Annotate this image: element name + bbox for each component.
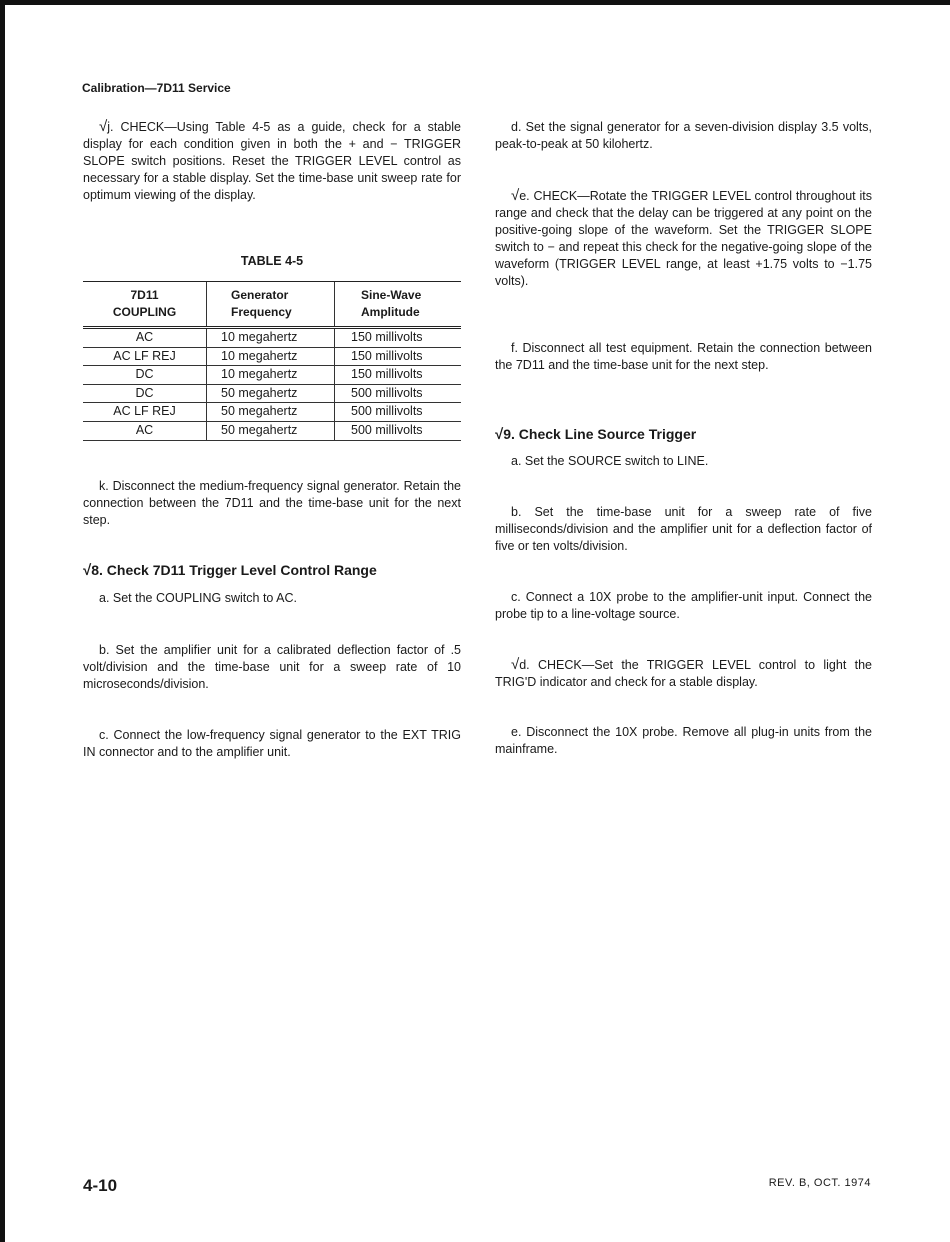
section-8-heading bbox=[83, 561, 461, 580]
section-8-title: 8. Check 7D11 Trigger Level Control Range bbox=[91, 562, 377, 578]
step-k bbox=[83, 478, 461, 529]
step-9b bbox=[495, 504, 872, 555]
table-4-5 bbox=[83, 281, 461, 441]
step-8d-text: d. Set the signal generator for a seven-division display 3.5 volts, peak-to-peak at 50 kilohertz. bbox=[495, 120, 872, 151]
step-9e-text: e. Disconnect the 10X probe. Remove all plug-in units from the mainframe. bbox=[495, 725, 872, 756]
table-cell-coupling: DC bbox=[83, 366, 207, 385]
page-left-border bbox=[0, 0, 5, 1242]
table-cell-amplitude: 500 millivolts bbox=[335, 421, 462, 440]
step-8f-text: f. Disconnect all test equipment. Retain the connection between the 7D11 and the time-base unit for the next step. bbox=[495, 341, 872, 372]
table-title: TABLE 4-5 bbox=[240, 254, 304, 268]
step-9d bbox=[495, 656, 872, 691]
page-number: 4-10 bbox=[83, 1176, 118, 1195]
table-cell-coupling: AC bbox=[83, 328, 207, 348]
check-mark-icon: √ bbox=[511, 187, 520, 204]
table-cell-frequency: 50 megahertz bbox=[207, 403, 335, 422]
table-cell-amplitude: 150 millivolts bbox=[335, 366, 462, 385]
table-row bbox=[83, 403, 461, 422]
table-row bbox=[83, 384, 461, 403]
step-9a bbox=[495, 453, 872, 470]
step-9b-text: b. Set the time-base unit for a sweep rate of five milliseconds/division and the amplifier unit for a deflection factor of five or ten volts/division. bbox=[495, 505, 872, 553]
step-j-text: CHECK—Using Table 4-5 as a guide, check for a stable display for each condition given in both the + and − TRIGGER SLOPE switch positions. Reset the TRIGGER LEVEL control as necessary for a stable display. Set the time-base unit sweep rate for optimum viewing of the display. bbox=[83, 120, 461, 202]
page-top-border bbox=[0, 0, 950, 5]
section-9-title: 9. Check Line Source Trigger bbox=[503, 426, 697, 442]
table-cell-frequency: 50 megahertz bbox=[207, 421, 335, 440]
check-mark-icon: √ bbox=[83, 562, 92, 579]
table-cell-amplitude: 500 millivolts bbox=[335, 403, 462, 422]
step-8b bbox=[83, 642, 461, 693]
running-header: Calibration—7D11 Service bbox=[82, 81, 231, 95]
step-9a-text: a. Set the SOURCE switch to LINE. bbox=[511, 454, 709, 468]
step-8e-label: e. bbox=[519, 189, 530, 203]
step-8e bbox=[495, 187, 872, 290]
table-cell-frequency: 10 megahertz bbox=[207, 366, 335, 385]
table-cell-frequency: 10 megahertz bbox=[207, 347, 335, 366]
check-mark-icon: √ bbox=[99, 118, 108, 135]
check-mark-icon: √ bbox=[495, 426, 504, 443]
step-9c-text: c. Connect a 10X probe to the amplifier-unit input. Connect the probe tip to a line-voltage source. bbox=[495, 590, 872, 621]
table-cell-coupling: DC bbox=[83, 384, 207, 403]
table-row bbox=[83, 366, 461, 385]
section-9-heading bbox=[495, 425, 872, 444]
table-cell-frequency: 10 megahertz bbox=[207, 328, 335, 348]
table-row bbox=[83, 347, 461, 366]
table-cell-coupling: AC bbox=[83, 421, 207, 440]
table-row bbox=[83, 421, 461, 440]
step-9e bbox=[495, 724, 872, 758]
check-mark-icon: √ bbox=[511, 656, 520, 673]
step-9c bbox=[495, 589, 872, 623]
table-header-frequency: Generator Frequency bbox=[207, 282, 335, 328]
table-header-row bbox=[83, 282, 461, 328]
step-8f bbox=[495, 340, 872, 374]
table-cell-amplitude: 500 millivolts bbox=[335, 384, 462, 403]
table-cell-coupling: AC LF REJ bbox=[83, 403, 207, 422]
table-row bbox=[83, 328, 461, 348]
step-9d-label: d. bbox=[519, 658, 530, 672]
step-8c-text: c. Connect the low-frequency signal generator to the EXT TRIG IN connector and to the amplifier unit. bbox=[83, 728, 461, 759]
step-8c bbox=[83, 727, 461, 761]
step-8b-text: b. Set the amplifier unit for a calibrated deflection factor of .5 volt/division and the time-base unit for a sweep rate of 10 microseconds/division. bbox=[83, 643, 461, 691]
table-cell-frequency: 50 megahertz bbox=[207, 384, 335, 403]
step-8e-text: CHECK—Rotate the TRIGGER LEVEL control throughout its range and check that the delay can be triggered at any point on the positive-going slope of the waveform. Set the TRIGGER SLOPE switch to − and repeat this check for the negative-going slope of the waveform (TRIGGER LEVEL range, at least +1.75 volts to −1.75 volts). bbox=[495, 189, 872, 288]
table-cell-coupling: AC LF REJ bbox=[83, 347, 207, 366]
step-9d-text: CHECK—Set the TRIGGER LEVEL control to light the TRIG'D indicator and check for a stable display. bbox=[495, 658, 872, 689]
table-header-amplitude: Sine-Wave Amplitude bbox=[335, 282, 462, 328]
step-8d bbox=[495, 119, 872, 153]
table-cell-amplitude: 150 millivolts bbox=[335, 328, 462, 348]
table-header-coupling: 7D11 COUPLING bbox=[83, 282, 207, 328]
step-j-label: j. bbox=[107, 120, 114, 134]
step-8a bbox=[83, 590, 461, 607]
revision-note: REV. B, OCT. 1974 bbox=[768, 1177, 871, 1189]
step-j bbox=[83, 118, 461, 204]
step-k-text: k. Disconnect the medium-frequency signal generator. Retain the connection between the 7D11 and the time-base unit for the next step. bbox=[83, 479, 461, 527]
step-8a-text: a. Set the COUPLING switch to AC. bbox=[99, 591, 297, 605]
table-cell-amplitude: 150 millivolts bbox=[335, 347, 462, 366]
